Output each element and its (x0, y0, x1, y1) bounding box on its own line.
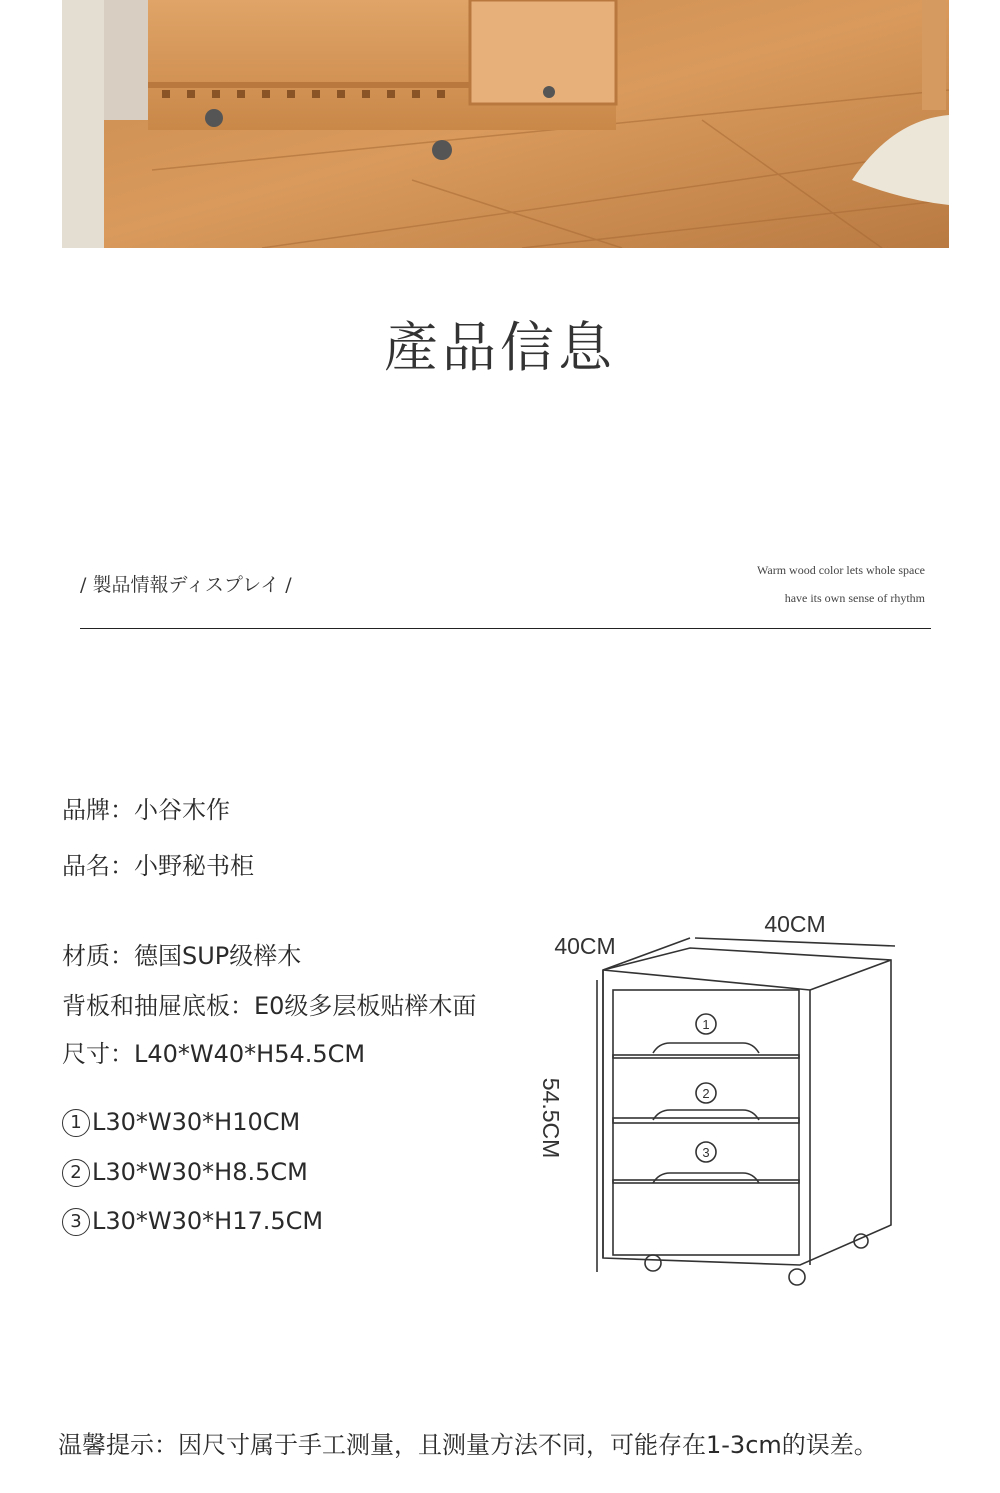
spec-material: 材质：德国SUP级榉木 (62, 942, 302, 970)
divider (80, 628, 931, 629)
spec-size: 尺寸：L40*W40*H54.5CM (62, 1040, 366, 1068)
drawer-number: 2 (62, 1159, 90, 1187)
diagram-drawer-mark: 1 (702, 1017, 710, 1032)
product-photo (62, 0, 949, 248)
depth-label: 40CM (554, 933, 616, 959)
drawer-number: 3 (62, 1208, 90, 1236)
drawer-size: L30*W30*H17.5CM (92, 1207, 324, 1235)
drawer-spec-2 (62, 1158, 308, 1187)
drawer-spec-3 (62, 1207, 323, 1236)
spec-brand: 品牌：小谷木作 (62, 796, 230, 824)
drawer-number: 1 (62, 1109, 90, 1137)
height-label: 54.5CM (538, 1077, 564, 1159)
tagline-line: have its own sense of rhythm (784, 591, 925, 605)
spec-board: 背板和抽屉底板：E0级多层板贴榉木面 (62, 992, 477, 1020)
cabinet-dimension-diagram (525, 900, 915, 1300)
diagram-drawer-mark: 2 (702, 1086, 710, 1101)
tagline-line: Warm wood color lets whole space (757, 563, 925, 577)
diagram-drawer-mark: 3 (702, 1145, 710, 1160)
drawer-size: L30*W30*H8.5CM (92, 1158, 308, 1186)
page-title: 產品信息 (384, 316, 616, 379)
spec-product-name: 品名：小野秘书柜 (62, 852, 254, 880)
width-label: 40CM (764, 911, 826, 937)
drawer-size: L30*W30*H10CM (92, 1108, 301, 1136)
section-subtitle: / 製品情報ディスプレイ / (80, 574, 292, 596)
tagline (757, 556, 925, 612)
drawer-spec-1 (62, 1108, 300, 1137)
footer-note: 温馨提示：因尺寸属于手工测量，且测量方法不同，可能存在1-3cm的误差。 (58, 1431, 878, 1459)
